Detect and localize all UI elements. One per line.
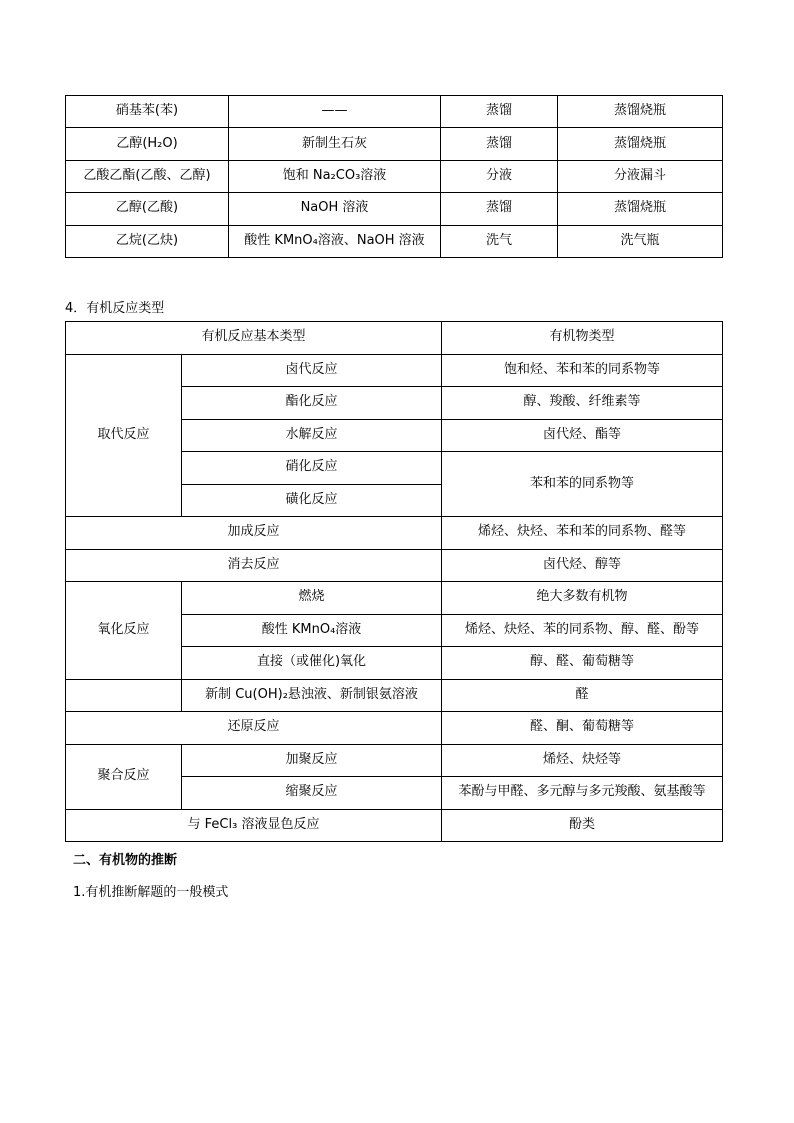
table-row [66,193,723,225]
reaction-name-cell: 还原反应 [66,712,442,745]
organic-type-cell: 卤代烃、醇等 [442,549,723,582]
table-row [66,744,723,777]
apparatus-cell: 蒸馏烧瓶 [558,128,723,160]
organic-type-cell: 醇、醛、葡萄糖等 [442,647,723,680]
category-cell: 取代反应 [66,354,182,517]
organic-type-cell: 醇、羧酸、纤维素等 [442,387,723,420]
reagent-cell: 新制生石灰 [229,128,441,160]
reaction-types-table [65,321,723,842]
reaction-name-cell: 与 FeCl₃ 溶液显色反应 [66,809,442,842]
reaction-name-cell: 直接（或催化)氧化 [182,647,442,680]
method-cell: 分液 [441,160,558,192]
organic-type-cell: 苯酚与甲醛、多元醇与多元羧酸、氨基酸等 [442,777,723,810]
table-row [66,128,723,160]
apparatus-cell: 蒸馏烧瓶 [558,193,723,225]
apparatus-cell: 蒸馏烧瓶 [558,96,723,128]
reaction-name-cell: 水解反应 [182,419,442,452]
table-header-row [66,322,723,355]
separation-methods-table [65,95,723,258]
category-cell: 氧化反应 [66,582,182,680]
apparatus-cell: 洗气瓶 [558,225,723,257]
reagent-cell: —— [229,96,441,128]
table-row [66,160,723,192]
organic-type-cell: 烯烃、炔烃、苯的同系物、醇、醛、酚等 [442,614,723,647]
reaction-name-cell: 燃烧 [182,582,442,615]
table-row [66,712,723,745]
reaction-name-cell: 硝化反应 [182,452,442,485]
organic-type-cell: 苯和苯的同系物等 [442,452,723,517]
organic-type-cell: 烯烃、炔烃等 [442,744,723,777]
header-organic-type: 有机物类型 [442,322,723,355]
reaction-name-cell: 新制 Cu(OH)₂悬浊液、新制银氨溶液 [182,679,442,712]
organic-type-cell: 醛、酮、葡萄糖等 [442,712,723,745]
organic-type-cell: 酚类 [442,809,723,842]
reaction-name-cell: 缩聚反应 [182,777,442,810]
section-heading-reaction-types: 4．有机反应类型 [65,301,165,316]
section-heading-inference: 二、有机物的推断 [73,853,178,868]
table-row [66,225,723,257]
subsection-heading-general-pattern: 1.有机推断解题的一般模式 [73,885,229,900]
apparatus-cell: 分液漏斗 [558,160,723,192]
method-cell: 蒸馏 [441,193,558,225]
mixture-cell: 乙酸乙酯(乙酸、乙醇) [66,160,229,192]
table-row [66,809,723,842]
reaction-name-cell: 酯化反应 [182,387,442,420]
reagent-cell: 饱和 Na₂CO₃溶液 [229,160,441,192]
reagent-cell: 酸性 KMnO₄溶液、NaOH 溶液 [229,225,441,257]
method-cell: 洗气 [441,225,558,257]
organic-type-cell: 绝大多数有机物 [442,582,723,615]
organic-type-cell: 烯烃、炔烃、苯和苯的同系物、醛等 [442,517,723,550]
organic-type-cell: 卤代烃、酯等 [442,419,723,452]
method-cell: 蒸馏 [441,128,558,160]
table-row [66,549,723,582]
header-basic-type: 有机反应基本类型 [66,322,442,355]
mixture-cell: 硝基苯(苯) [66,96,229,128]
method-cell: 蒸馏 [441,96,558,128]
reagent-cell: NaOH 溶液 [229,193,441,225]
reaction-name-cell: 磺化反应 [182,484,442,517]
mixture-cell: 乙烷(乙炔) [66,225,229,257]
mixture-cell: 乙醇(H₂O) [66,128,229,160]
category-cell: 聚合反应 [66,744,182,809]
organic-type-cell: 醛 [442,679,723,712]
reaction-name-cell: 加成反应 [66,517,442,550]
mixture-cell: 乙醇(乙酸) [66,193,229,225]
table-row [66,96,723,128]
reaction-name-cell: 卤代反应 [182,354,442,387]
table-row [66,517,723,550]
table-row [66,354,723,387]
table-row [66,582,723,615]
reaction-name-cell: 加聚反应 [182,744,442,777]
table-row [66,679,723,712]
reaction-name-cell: 酸性 KMnO₄溶液 [182,614,442,647]
organic-type-cell: 饱和烃、苯和苯的同系物等 [442,354,723,387]
reaction-name-cell: 消去反应 [66,549,442,582]
empty-cell [66,679,182,712]
